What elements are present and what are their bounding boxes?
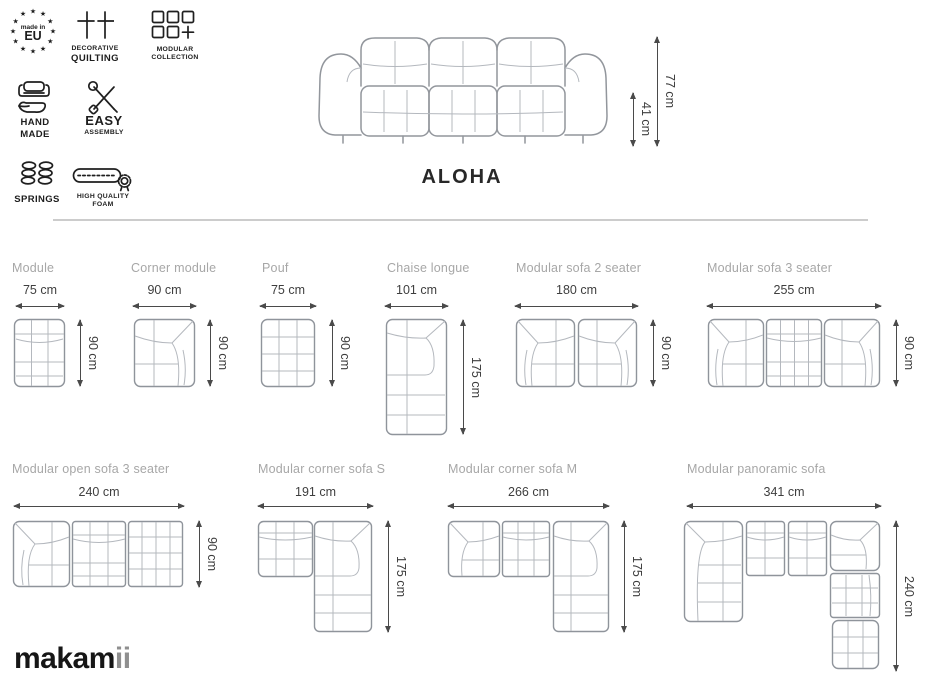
diagram-card-corner-sofa-m xyxy=(445,462,645,647)
width-dimension: 266 cm xyxy=(508,485,549,499)
depth-arrow xyxy=(388,521,389,632)
decorative-quilting-icon xyxy=(76,10,114,40)
springs-label: SPRINGS xyxy=(14,194,60,205)
modular-collection-icon xyxy=(151,10,196,40)
depth-arrow xyxy=(332,320,333,386)
svg-text:★: ★ xyxy=(47,17,54,26)
depth-arrow xyxy=(896,521,897,671)
diagram-title: Modular panoramic sofa xyxy=(687,462,826,476)
hand-made-label: HAND MADE xyxy=(20,117,50,140)
high-quality-foam-icon xyxy=(72,162,134,192)
total-height-dimension: 77 cm xyxy=(663,74,677,109)
svg-text:★: ★ xyxy=(12,17,19,26)
svg-text:★: ★ xyxy=(19,10,27,19)
depth-arrow xyxy=(80,320,81,386)
width-arrow xyxy=(260,306,316,307)
seat-height-arrow xyxy=(633,93,634,146)
corner-sofa-m-topview-drawing xyxy=(447,520,610,633)
diagram-card-corner-module xyxy=(129,261,241,401)
diagram-title: Modular sofa 3 seater xyxy=(707,261,833,275)
width-dimension: 75 cm xyxy=(270,283,306,297)
width-arrow xyxy=(133,306,196,307)
width-arrow xyxy=(707,306,881,307)
brand-logo-main: makam xyxy=(14,642,115,675)
modular-collection-label: MODULAR COLLECTION xyxy=(151,46,199,62)
diagram-card-panoramic-sofa xyxy=(683,462,923,687)
module-topview-drawing xyxy=(13,318,66,388)
high-quality-foam-label: HIGH QUALITY FOAM xyxy=(76,193,130,209)
depth-arrow xyxy=(463,320,464,434)
open-sofa-3-seater-topview-drawing xyxy=(12,520,184,588)
diagram-title: Modular open sofa 3 seater xyxy=(12,462,170,476)
diagram-card-module xyxy=(10,261,122,401)
seat-height-dimension: 41 cm xyxy=(639,102,653,137)
total-height-arrow xyxy=(657,37,658,146)
svg-text:★: ★ xyxy=(12,37,19,46)
width-dimension: 90 cm xyxy=(147,283,182,297)
depth-arrow xyxy=(210,320,211,386)
section-divider xyxy=(53,219,868,221)
depth-dimension: 90 cm xyxy=(659,335,673,371)
chaise-longue-topview-drawing xyxy=(385,318,448,436)
brand-logo xyxy=(14,642,131,676)
panoramic-sofa-topview-drawing xyxy=(683,520,881,672)
depth-dimension: 175 cm xyxy=(469,356,483,398)
depth-arrow xyxy=(896,320,897,386)
depth-arrow xyxy=(653,320,654,386)
width-dimension: 240 cm xyxy=(78,485,120,499)
diagram-card-sofa-3-seater xyxy=(705,261,923,401)
pouf-topview-drawing xyxy=(260,318,316,388)
easy-assembly-label: EASY ASSEMBLY xyxy=(84,113,124,137)
depth-dimension: 175 cm xyxy=(630,556,644,597)
svg-text:★: ★ xyxy=(29,47,37,56)
depth-dimension: 240 cm xyxy=(902,575,916,617)
diagram-title: Modular corner sofa M xyxy=(448,462,578,476)
diagram-card-sofa-2-seater xyxy=(513,261,681,401)
diagram-title: Corner module xyxy=(131,261,217,275)
width-dimension: 101 cm xyxy=(396,283,437,297)
svg-text:★: ★ xyxy=(9,27,17,36)
diagram-title: Module xyxy=(12,261,55,275)
diagram-card-corner-sofa-s xyxy=(255,462,413,647)
corner-sofa-s-topview-drawing xyxy=(257,520,373,633)
width-dimension: 180 cm xyxy=(556,283,597,297)
depth-dimension: 90 cm xyxy=(902,335,916,371)
sofa-3-seater-topview-drawing xyxy=(707,318,881,388)
width-arrow xyxy=(16,306,64,307)
eu-label: EU xyxy=(24,29,42,43)
hand-made-icon xyxy=(14,80,54,116)
depth-dimension: 90 cm xyxy=(338,335,352,371)
width-arrow xyxy=(258,506,373,507)
diagram-card-chaise-longue xyxy=(383,261,493,451)
width-arrow xyxy=(448,506,609,507)
width-arrow xyxy=(687,506,881,507)
product-name: ALOHA xyxy=(421,166,503,188)
svg-text:★: ★ xyxy=(47,37,54,46)
width-dimension: 191 cm xyxy=(295,485,336,499)
width-arrow xyxy=(14,506,184,507)
decorative-quilting-label: DECORATIVE QUILTING xyxy=(71,45,119,65)
depth-arrow xyxy=(199,521,200,587)
depth-dimension: 90 cm xyxy=(216,335,230,371)
springs-icon xyxy=(19,160,55,190)
width-dimension: 75 cm xyxy=(22,283,58,297)
diagram-title: Modular sofa 2 seater xyxy=(516,261,642,275)
diagram-card-open-sofa-3-seater xyxy=(10,462,228,602)
diagram-title: Chaise longue xyxy=(387,261,470,275)
corner-module-topview-drawing xyxy=(133,318,196,388)
made-in-label: made in xyxy=(20,24,46,31)
depth-dimension: 90 cm xyxy=(86,335,100,371)
svg-text:★: ★ xyxy=(39,44,47,53)
depth-dimension: 175 cm xyxy=(394,556,408,597)
diagram-title: Modular corner sofa S xyxy=(258,462,386,476)
diagram-card-pouf xyxy=(258,261,366,401)
sofa-front-view-drawing xyxy=(303,24,623,150)
depth-dimension: 90 cm xyxy=(205,536,219,572)
sofa-2-seater-topview-drawing xyxy=(515,318,638,388)
svg-text:★: ★ xyxy=(39,10,47,19)
made-in-eu-badge-icon xyxy=(8,5,58,57)
width-dimension: 341 cm xyxy=(763,485,805,499)
width-dimension: 255 cm xyxy=(773,283,815,297)
svg-text:★: ★ xyxy=(49,27,57,36)
depth-arrow xyxy=(624,521,625,632)
svg-text:★: ★ xyxy=(29,7,37,16)
brand-logo-suffix: ii xyxy=(114,642,131,675)
easy-assembly-icon xyxy=(87,80,121,116)
svg-text:★: ★ xyxy=(19,44,27,53)
width-arrow xyxy=(515,306,638,307)
diagram-title: Pouf xyxy=(262,261,289,275)
width-arrow xyxy=(385,306,448,307)
